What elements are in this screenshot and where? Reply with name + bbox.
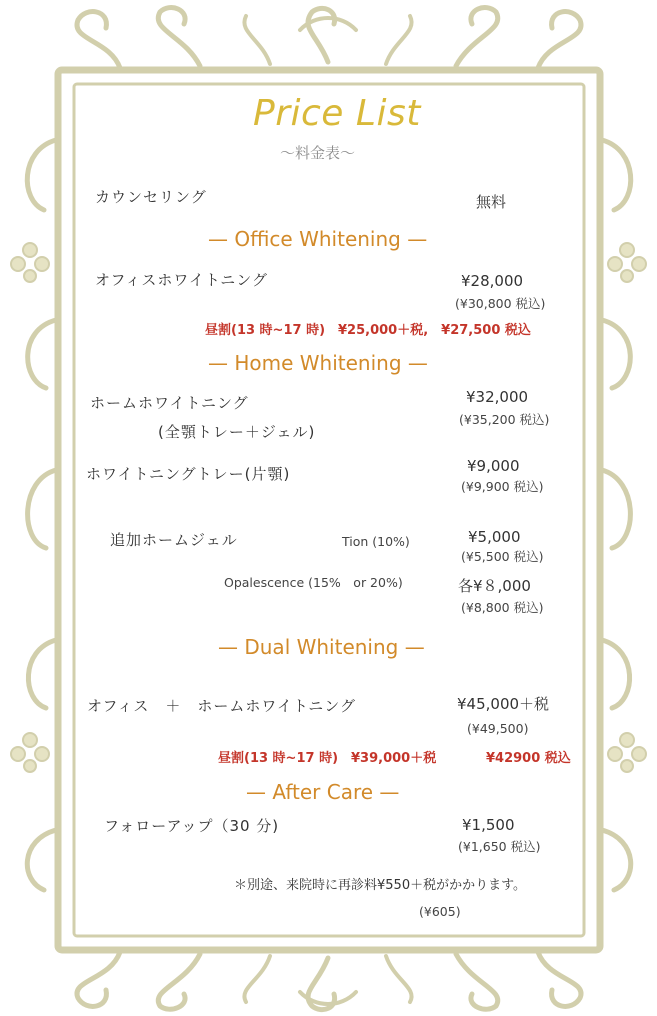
gel-tion-tax: (¥5,500 税込)	[461, 549, 544, 564]
office-whitening-price: ¥28,000	[461, 272, 524, 290]
home-whitening-price: ¥32,000	[466, 388, 529, 406]
section-heading-dual: — Dual Whitening —	[218, 635, 425, 659]
gel-brand-tion: Tion (10%)	[342, 534, 410, 549]
counseling-label: カウンセリング	[95, 188, 207, 206]
additional-gel-label: 追加ホームジェル	[110, 531, 238, 549]
follow-up-label: フォローアップ（30 分)	[104, 817, 280, 835]
office-whitening-tax: (¥30,800 税込)	[455, 296, 546, 311]
revisit-fee-note: ＊別途、来院時に再診料¥550＋税がかかります。	[234, 878, 527, 893]
gel-brand-opalescence: Opalescence (15% or 20%)	[224, 575, 403, 590]
whitening-tray-tax: (¥9,900 税込)	[461, 479, 544, 494]
gel-opalescence-tax: (¥8,800 税込)	[461, 600, 544, 615]
whitening-tray-label: ホワイトニングトレー(片顎)	[86, 465, 291, 483]
section-heading-aftercare: — After Care —	[246, 780, 400, 804]
follow-up-price: ¥1,500	[462, 816, 515, 834]
home-whitening-detail: (全顎トレー＋ジェル)	[158, 423, 316, 441]
dual-whitening-tax: (¥49,500)	[467, 721, 529, 736]
whitening-tray-price: ¥9,000	[467, 457, 520, 475]
page-title: Price List	[253, 93, 421, 134]
home-whitening-label: ホームホワイトニング	[90, 394, 249, 412]
page-subtitle: ～料金表～	[280, 144, 356, 162]
gel-opalescence-price: 各¥８,000	[458, 577, 531, 595]
home-whitening-tax: (¥35,200 税込)	[459, 412, 550, 427]
section-heading-home: — Home Whitening —	[208, 351, 428, 375]
office-lunch-discount: 昼割(13 時~17 時) ¥25,000＋税, ¥27,500 税込	[205, 323, 531, 338]
section-heading-office: — Office Whitening —	[208, 227, 428, 251]
revisit-fee-tax: (¥605)	[419, 904, 461, 919]
gel-tion-price: ¥5,000	[468, 528, 521, 546]
dual-lunch-total: ¥42900 税込	[486, 751, 571, 766]
dual-whitening-price: ¥45,000＋税	[457, 695, 550, 713]
dual-lunch-discount: 昼割(13 時~17 時) ¥39,000＋税	[218, 751, 437, 766]
dual-whitening-label: オフィス ＋ ホームホワイトニング	[87, 697, 357, 715]
office-whitening-label: オフィスホワイトニング	[95, 271, 269, 289]
follow-up-tax: (¥1,650 税込)	[458, 839, 541, 854]
counseling-price: 無料	[476, 193, 507, 211]
